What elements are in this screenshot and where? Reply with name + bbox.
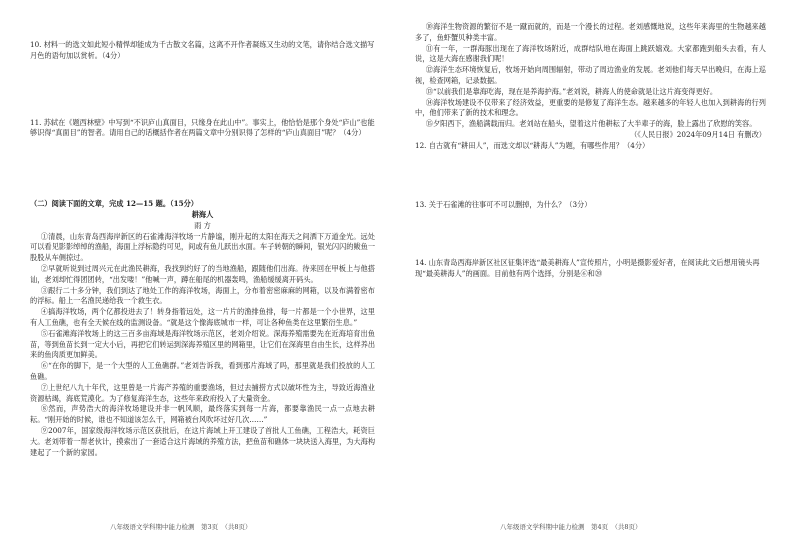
paragraph-4: ④搞海洋牧场，两个亿都投进去了！转身指着远处，这一片片的渔排鱼排，每一片都是一个小世界，这里有人工鱼礁，也有全天候在线的监测设备。“就是这个像海底城市一样，可让各种鱼类在这里繁衍生息。”: [30, 307, 375, 327]
right-page: [397, 0, 794, 543]
paragraph-8: ⑧然而，声势浩大的海洋牧场建设并非一帆风顺，最终落实到每一片海，都要靠渔民一点一点地去耕耘。“刚开始的时候，谁也不知道该怎么干，网箱被台风吹坏过好几次……”: [30, 404, 375, 425]
paragraph-13: ⑬“以前我们是靠海吃海，现在是养海护海。”老刘说，耕海人的使命就是让这片海变得更好。: [425, 86, 718, 96]
paragraph-3: ③跟行二十多分钟，我们到达了地处工作的海洋牧场，海面上，分布着密密麻麻的网箱，以及布满着密布的浮标。船上一名渔民递给我一个救生衣。: [30, 285, 375, 306]
paragraph-1: ①清晨，山东青岛西海岸新区的石雀滩海洋牧场一片静谧，刚升起的太阳在海天之间洒下万道金光。远处可以看见影影绰绰的渔船，海面上浮标隐约可见，间或有鱼儿跃出水面。车子转朝的瞬间，银光闪闪的鲅鱼一股股从车侧掠过。: [30, 231, 376, 263]
paragraph-11: ⑪有一年，一群海豚出现在了海洋牧场附近，成群结队地在海面上跳跃嬉戏。大家都跑到船头去看，有人说，这是大海在感谢我们呢！: [415, 43, 766, 64]
paragraph-6: ⑥“在你的脚下，是一个大型的人工鱼礁群。”老刘告诉我，看到那片海域了吗，那里就是我们投放的人工鱼礁。: [30, 361, 375, 381]
paragraph-9: ⑨2007年，国家级海洋牧场示范区获批后，在这片海域上开工建设了首批人工鱼礁，工程浩大，耗资巨大。老刘带着一帮老伙计，摸索出了一套适合这片海域的养殖方法，把鱼苗和礁体一块块送入海里，为大海构建起了一个新的家园。: [30, 425, 376, 457]
section-heading: （二）阅读下面的文章，完成 12—15 题。（15分）: [30, 199, 198, 209]
paragraph-14: ⑭海洋牧场建设不仅带来了经济效益，更重要的是修复了海洋生态。越来越多的年轻人也加入到耕海的行列中，他们带来了新的技术和理念。: [415, 97, 766, 118]
left-page-footer: 八年级语文学科期中能力检测 第3页 （共8页）: [110, 523, 252, 532]
question-11: 11. 苏轼在《题西林壁》中写到“不识庐山真面目，只缘身在此山中”。事实上，他恰恰是那个身处“庐山”也能够识得“真面目”的智者。请用自己的话概括作者在两篇文章中分别识得了怎样的“庐山真面目”呢？（4分）: [30, 117, 375, 138]
paragraph-12: ⑫海洋生态环境恢复后，牧场开始向周围辐射，带动了周边渔业的发展。老刘他们每天早出晚归，在海上巡视，检查网箱，记录数据。: [415, 65, 766, 85]
article-source: （《人民日报》2024年09月14日 有删改）: [630, 129, 766, 139]
paragraph-5: ⑤石雀滩海洋牧场上的这三百多亩海域是海洋牧场示范区，老刘介绍说。深海养殖需要先在近海培育出鱼苗，等到鱼苗长到一定大小后，再把它们转运到深海养殖区里的网箱里，让它们在深海里自由生长，这样养出来的鱼肉质更加鲜美。: [30, 328, 376, 360]
paragraph-10: ⑩海洋生物资源的繁衍不是一蹴而就的，而是一个漫长的过程。老刘感慨地说，这些年来海里的生物越来越多了，鱼虾蟹贝种类丰富。: [415, 22, 766, 42]
paragraph-7: ⑦上世纪八九十年代，这里曾是一片海产养殖的重要渔场，但过去捕捞方式以破坏性为主，导致近海渔业资源枯竭，海底荒漠化。为了修复海洋生态，这些年来政府投入了大量资金。: [30, 382, 375, 403]
question-12: 12. 自古就有“耕田人”，而选文却以“耕海人”为题，有哪些作用？（4分）: [415, 140, 650, 150]
article-author: 雨 方: [194, 220, 211, 230]
question-13: 13. 关于石雀滩的往事可不可以删掉，为什么？（3分）: [415, 199, 592, 209]
paragraph-15: ⑮夕阳西下，渔船满载而归。老刘站在船头，望着这片他耕耘了大半辈子的海，脸上露出了欣慰的笑容。: [425, 119, 757, 129]
question-14: 14. 山东青岛西海岸新区社区征集评选“最美耕海人”宣传照片，小明是摄影爱好者，在阅读此文后想用镜头再现“最美耕海人”的画面。目前他有两个选择，分别是⑥和⑳: [415, 258, 760, 279]
question-10: 10. 材料一的选文如此短小精悍却能成为千古散文名篇，这离不开作者凝练又生动的文笔，请你结合选文描写月色的语句加以赏析。（4分）: [30, 40, 375, 60]
right-page-footer: 八年级语文学科期中能力检测 第4页 （共8页）: [500, 523, 642, 532]
article-title: 耕海人: [191, 209, 214, 219]
paragraph-2: ②早就听说到过周兴元在此渔民耕海，我找到约好了的当地渔船，跟随他们出海。待来回在甲板上与他搭讪，老刘却忙得团团转，“出发喽！”他喊一声，蹲在船尾的机器轰鸣，渔船缓缓离开码头。: [30, 263, 375, 284]
